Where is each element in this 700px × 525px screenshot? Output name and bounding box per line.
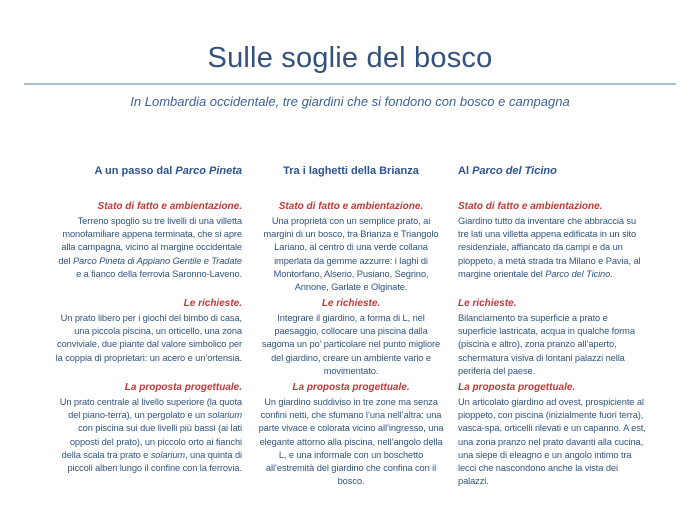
column-parco-ticino: [458, 165, 648, 505]
section-paragraph-stato-di-fatto: Una proprietà con un semplice prato, ai margini di un bosco, tra Brianza e Triangolo Lariano, al centro di una verde collana imperlata da gemme azzurre: i laghi di Montorfano, Alserio, Pusiano, Segrino, Annone, Garlate e Olginate.: [263, 216, 439, 292]
column-heading: Tra i laghetti della Brianza: [283, 165, 419, 177]
section-label-stato-di-fatto: Stato di fatto e ambientazione.: [458, 201, 603, 212]
section-label-stato-di-fatto: Stato di fatto e ambientazione.: [278, 201, 424, 212]
section-label-proposta: La proposta progettuale.: [458, 382, 576, 393]
columns-area: [0, 165, 700, 510]
section-paragraph-proposta: Un prato centrale al livello superiore (la quota del piano-terra), un pergolato e un solarium con piscina sui due livelli più bassi (ai lati opposti del prato), un piccolo orto ai fianchi della scala tra prato e solarium, una quinta di piccoli alberi lungo il confine con la ferrovia.: [59, 397, 242, 473]
section-paragraph-richieste: Un prato libero per i giochi del bimbo di casa, una piccola piscina, un orticello, una zona conviviale, due piante dal valore simbolico per la coppia di proprietari: un acero e un’ortensia.: [55, 313, 242, 363]
section-label-proposta: La proposta progettuale.: [292, 382, 410, 393]
section-paragraph-richieste: Integrare il giardino, a forma di L, nel paesaggio, collocare una piscina dalla sagoma un po’ particolare nel punto migliore del giardino, creare un ambiente vario e movimentato.: [261, 313, 441, 376]
section-paragraph-stato-di-fatto: Giardino tutto da inventare che abbraccia su tre lati una villetta appena edificata in un sito residenziale, affiancato da campi e da un pioppeto, a metà strada tra Milano e Pavia, al margine orientale del Parco del Ticino.: [458, 216, 641, 279]
page-title: Sulle soglie del bosco: [207, 42, 493, 74]
section-label-richieste: Le richieste.: [321, 298, 381, 309]
page-subtitle: In Lombardia occidentale, tre giardini che si fondono con bosco e campagna: [130, 94, 570, 109]
section-label-stato-di-fatto: Stato di fatto e ambientazione.: [97, 201, 242, 212]
section-paragraph-stato-di-fatto: Terreno spoglio su tre livelli di una villetta monofamiliare appena terminata, che si apre alla campagna, vicino al margine occidentale del Parco Pineta di Appiano Gentile e Tradate e a fianco della ferrovia Saronno-Laveno.: [58, 216, 242, 279]
column-parco-pineta: [54, 165, 242, 505]
section-paragraph-proposta: Un giardino suddiviso in tre zone ma senza confini netti, che sfumano l’una nell’altra: una parte vivace e colorata vicino all’ingresso, una elegante attorno alla piscina, nell’angolo della L, e una informale con un boschetto all’estremità del giardino che confina con il bosco.: [258, 397, 444, 487]
column-laghetti-brianza: [258, 165, 444, 505]
section-label-richieste: Le richieste.: [458, 298, 517, 309]
section-paragraph-proposta: Un articolato giardino ad ovest, prospiciente al pioppeto, con piscina (inizialmente fuori terra), vasca-spa, orticelli rilevati e un capanno. A est, una zona pranzo nel prato davanti alla cucina, una siepe di eleagno e un angolo intimo tra lecci che nascondono anche la vista dei palazzi.: [458, 397, 646, 487]
column-heading: A un passo dal Parco Pineta: [94, 165, 242, 177]
column-heading: Al Parco del Ticino: [458, 165, 557, 177]
section-label-proposta: La proposta progettuale.: [124, 382, 242, 393]
title-divider: [24, 83, 676, 85]
document-header: [0, 0, 700, 109]
section-label-richieste: Le richieste.: [183, 298, 242, 309]
section-paragraph-richieste: Bilanciamento tra superficie a prato e superficie lastricata, acqua in qualche forma (piscina e altro), zona pranzo all’aperto, schermatura visiva di lontani palazzi nella periferia del paese.: [458, 313, 635, 376]
